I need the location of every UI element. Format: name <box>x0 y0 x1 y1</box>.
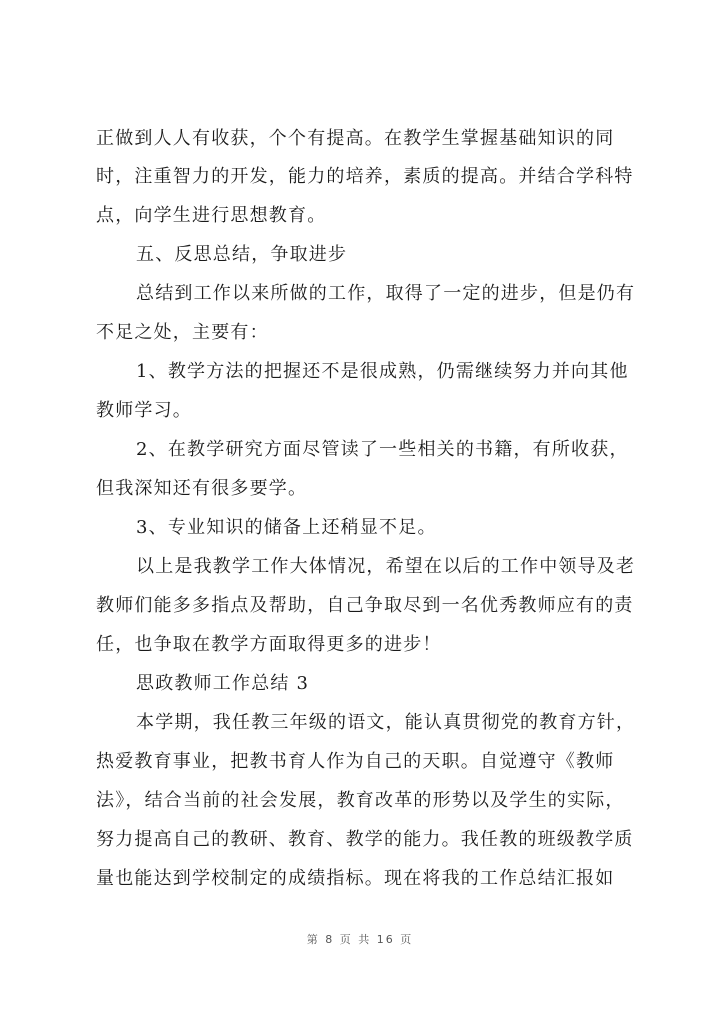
text-line: 努力提高自己的教研、教育、教学的能力。我任教的班级教学质 <box>96 829 634 850</box>
text-line: 但我深知还有很多要学。 <box>96 478 308 499</box>
text-line: 时，注重智力的开发，能力的培养，素质的提高。并结合学科特 <box>96 166 634 187</box>
section-heading: 五、反思总结，争取进步 <box>136 244 348 265</box>
text-line: 任，也争取在教学方面取得更多的进步！ <box>96 634 442 655</box>
text-line: 热爱教育事业，把教书育人作为自己的天职。自觉遵守《教师 <box>96 751 615 772</box>
text-line: 法》，结合当前的社会发展，教育改革的形势以及学生的实际， <box>96 790 625 811</box>
text-line: 教师们能多多指点及帮助，自己争取尽到一名优秀教师应有的责 <box>96 595 634 616</box>
text-line: 本学期，我任教三年级的语文，能认真贯彻党的教育方针， <box>136 712 636 733</box>
list-item: 3、专业知识的储备上还稍显不足。 <box>136 517 437 538</box>
text-line: 教师学习。 <box>96 400 192 421</box>
text-line: 不足之处，主要有： <box>96 322 269 343</box>
text-line: 正做到人人有收获，个个有提高。在教学生掌握基础知识的同 <box>96 128 615 149</box>
list-item: 1、教学方法的把握还不是很成熟，仍需继续努力并向其他 <box>136 361 629 382</box>
text-line: 总结到工作以来所做的工作，取得了一定的进步，但是仍有 <box>136 283 636 304</box>
list-item: 2、在教学研究方面尽管读了一些相关的书籍，有所收获， <box>136 439 629 460</box>
text-line: 点，向学生进行思想教育。 <box>96 205 327 226</box>
page-number-footer: 第 8 页 共 16 页 <box>306 933 414 946</box>
text-line: 以上是我教学工作大体情况，希望在以后的工作中领导及老 <box>136 556 636 577</box>
section-title: 思政教师工作总结 3 <box>136 673 310 694</box>
text-line: 量也能达到学校制定的成绩指标。现在将我的工作总结汇报如 <box>96 868 615 889</box>
